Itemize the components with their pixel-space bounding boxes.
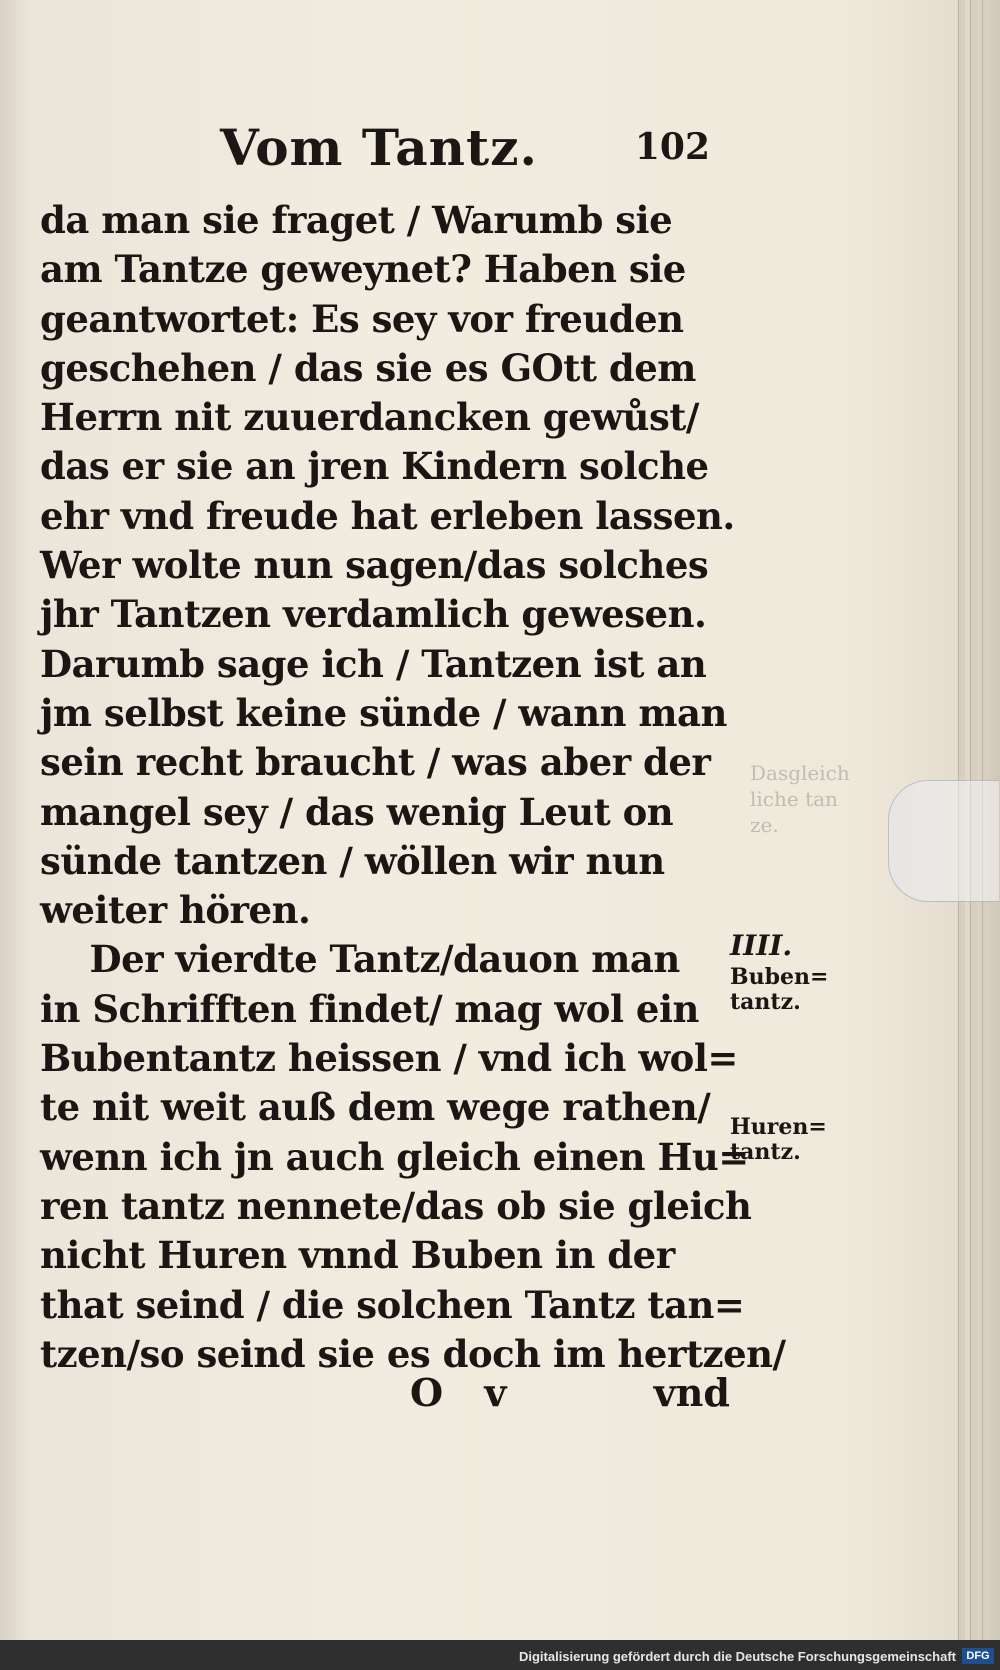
text-line: Wer wolte nun sagen/das solches [40, 543, 709, 588]
text-line: tzen/so seind sie es doch im hertzen/ [40, 1331, 786, 1376]
text-line: weiter hören. [40, 888, 311, 933]
marginal-note-bubentantz: Buben= tantz. [730, 964, 829, 1016]
text-line: Herrn nit zuuerdancken gewůst/ [40, 395, 699, 440]
running-title: Vom Tantz. [220, 118, 538, 177]
text-line: da man sie fraget / Warumb sie [40, 198, 673, 242]
text-line: sein recht braucht / was aber der [40, 740, 711, 785]
signature-mark: O v [410, 1370, 521, 1415]
running-head [210, 118, 710, 182]
signature-line [410, 1370, 730, 1420]
text-line: that seind / die solchen Tantz tan= [40, 1282, 745, 1327]
marginal-note-number: IIII. [730, 929, 793, 962]
digitization-credit: Digitalisierung gefördert durch die Deutsche Forschungsgemeinschaft [518, 1649, 956, 1664]
text-line: jm selbst keine sünde / wann man [40, 690, 727, 735]
text-line: jhr Tantzen verdamlich gewesen. [40, 592, 707, 637]
footer-bar [0, 1640, 1000, 1670]
text-line: in Schrifften findet/ mag wol ein [40, 986, 699, 1031]
text-line: mangel sey / das wenig Leut on [40, 789, 674, 834]
text-line: das er sie an jren Kindern solche [40, 444, 709, 489]
bleed-through-text: Dasgleich liche tan ze. [750, 761, 850, 837]
text-line: Darumb sage ich / Tantzen ist an [40, 641, 707, 686]
text-line: Der vierdte Tantz/dauon man [40, 937, 680, 982]
catchword: vnd [653, 1370, 730, 1415]
text-line: geantwortet: Es sey vor freuden [40, 296, 684, 341]
text-line: ehr vnd freude hat erleben lassen. [40, 493, 735, 538]
text-line: wenn ich jn auch gleich einen Hu= [40, 1134, 749, 1179]
text-line: ren tantz nennete/das ob sie gleich [40, 1183, 752, 1228]
marginal-note-hurentantz: Huren= tantz. [730, 1114, 827, 1166]
page-number: 102 [634, 126, 710, 168]
text-line: nicht Huren vnnd Buben in der [40, 1233, 675, 1278]
page-clip [888, 780, 999, 902]
text-line: Bubentantz heissen / vnd ich wol= [40, 1036, 738, 1081]
text-line: geschehen / das sie es GOtt dem [40, 345, 696, 390]
text-line: am Tantze geweynet? Haben sie [40, 247, 686, 292]
text-line: sünde tantzen / wöllen wir nun [40, 838, 665, 883]
dfg-logo: DFG [962, 1648, 994, 1664]
text-line: te nit weit auß dem wege rathen/ [40, 1085, 711, 1130]
